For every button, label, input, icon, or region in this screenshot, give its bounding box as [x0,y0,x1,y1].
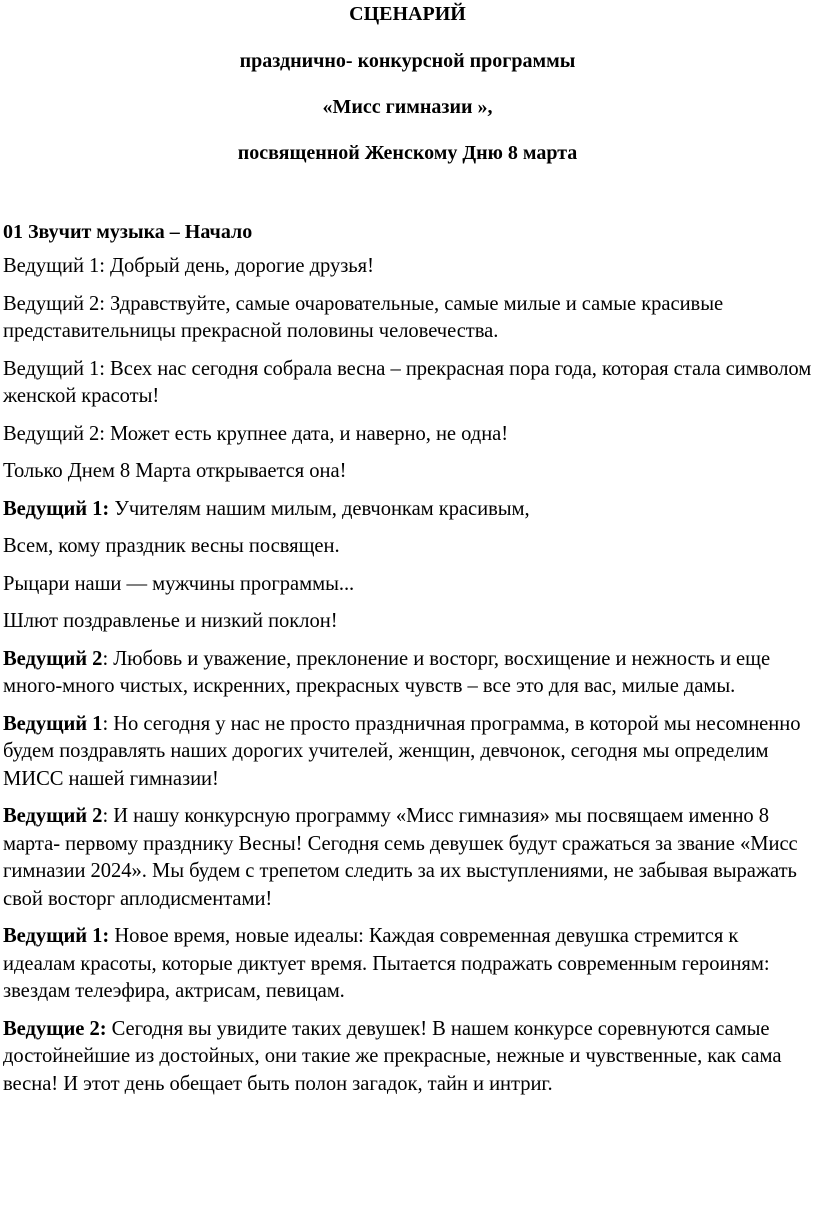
paragraph-3 [3,356,812,411]
paragraph-14 [3,1016,812,1099]
paragraph-10 [3,646,812,701]
paragraph-text: Учителям нашим милым, девчонкам красивым, [109,497,530,520]
title-line-3: «Мисс гимназии », [322,96,493,118]
paragraph-text: : Любовь и уважение, преклонение и восторг, восхищение и нежность и еще много-много чистых, искренних, прекрасных чувств – все это для вас, милые дамы. [3,647,771,697]
paragraph-text: Ведущий 2: Здравствуйте, самые очаровательные, самые милые и самые красивые представительницы прекрасной половины человечества. [3,292,724,342]
paragraph-11 [3,711,812,794]
speaker-label: Ведущий 2 [3,647,103,670]
title-line-2: празднично- конкурсной программы [239,50,576,72]
paragraph-8 [3,571,812,599]
paragraph-4 [3,421,812,449]
paragraph-text: Сегодня вы увидите таких девушек! В нашем конкурсе соревнуются самые достойнейшие из достойных, они такие же прекрасные, нежные и чувственные, как сама весна! И этот день обещает быть полон загадок, тайн и интриг. [3,1017,782,1095]
speaker-label: Ведущий 2 [3,805,103,827]
speaker-label: Ведущий 1 [3,712,103,735]
paragraph-text: Ведущий 2: Может есть крупнее дата, и наверно, не одна! [3,422,509,445]
paragraph-text: Шлют поздравленье и низкий поклон! [3,610,338,632]
paragraph-text: Только Днем 8 Марта открывается она! [3,460,347,482]
paragraph-5 [3,458,812,486]
paragraph-text: Новое время, новые идеалы: Каждая современная девушка стремится к идеалам красоты, которые диктует время. Пытается подражать современным героиням: звездам телеэфира, актрисам, певицам. [3,925,770,1002]
paragraph-6 [3,496,812,524]
paragraph-text: Ведущий 1: Всех нас сегодня собрала весна – прекрасная пора года, которая стала символом женской красоты! [3,357,812,407]
title-line-1: СЦЕНАРИЙ [349,3,466,25]
paragraph-text: : И нашу конкурсную программу «Мисс гимназия» мы посвящаем именно 8 марта- первому празднику Весны! Сегодня семь девушек будут сражаться за звание «Мисс гимназии 2024». Мы будем с трепетом следить за их выступлениями, не забывая выражать свой восторг аплодисментами! [3,805,798,910]
paragraph-2 [3,291,812,346]
paragraph-text: : Но сегодня у нас не просто праздничная программа, в которой мы несомненно будем поздравлять наших дорогих учителей, женщин, девчонок, сегодня мы определим МИСС нашей гимназии! [3,712,801,790]
paragraph-13 [3,923,812,1006]
paragraph-text: Всем, кому праздник весны посвящен. [3,535,340,557]
paragraph-1 [3,253,812,281]
title-line-4: посвященной Женскому Дню 8 марта [237,142,578,164]
speaker-label: Ведущие 2: [3,1017,107,1040]
document-title [3,0,812,163]
section-heading: 01 Звучит музыка – Начало [3,221,253,243]
paragraph-7 [3,533,812,561]
speaker-label: Ведущий 1: [3,497,110,520]
speaker-label: Ведущий 1: [3,925,110,947]
paragraph-12 [3,803,812,913]
paragraph-text: Ведущий 1: Добрый день, дорогие друзья! [3,255,374,277]
paragraph-text: Рыцари наши — мужчины программы... [3,572,355,595]
paragraph-9 [3,608,812,636]
